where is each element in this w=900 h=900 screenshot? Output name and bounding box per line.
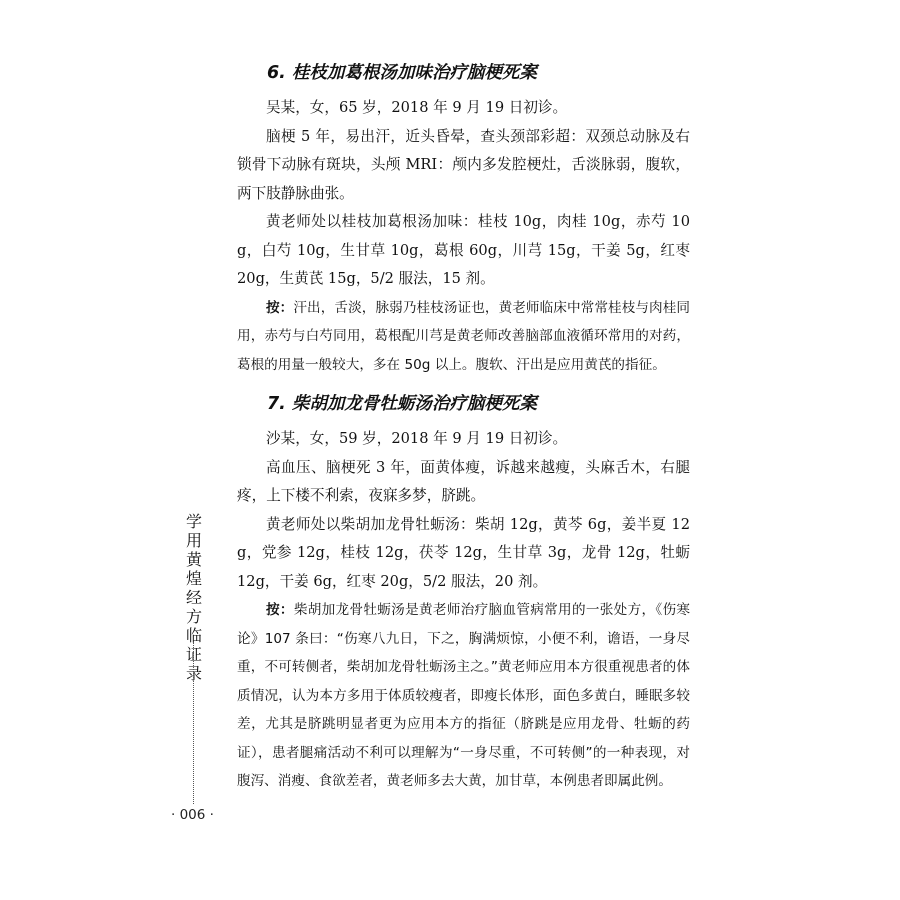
- case-7-intro: 沙某，女，59 岁，2018 年 9 月 19 日初诊。: [266, 430, 568, 447]
- case-6-prescription: 黄老师处以桂枝加葛根汤加味：桂枝 10g，肉桂 10g，赤芍 10g，白芍 10g，生甘草 10g，葛根 60g，川芎 15g，干姜 5g，红枣 20g，生黄芪 15g，5/2 服法，15 剂。: [237, 213, 690, 287]
- sidebar-dotted-rule: [193, 642, 194, 804]
- case-6-title: 6. 桂枝加葛根汤加味治疗脑梗死案: [267, 63, 537, 83]
- case-6-intro: 吴某，女，65 岁，2018 年 9 月 19 日初诊。: [266, 99, 568, 116]
- case-6-note: [237, 294, 690, 380]
- main-text: [237, 60, 690, 796]
- case-7-prescription: 黄老师处以柴胡加龙骨牡蛎汤：柴胡 12g，黄芩 6g，姜半夏 12g，党参 12g，桂枝 12g，茯苓 12g，生甘草 3g，龙骨 12g，牡蛎 12g，干姜 6g，红枣 20g，5/2 服法，20 剂。: [237, 515, 690, 590]
- section-gap: [237, 379, 690, 391]
- case-6: [237, 60, 690, 379]
- case-7: [237, 391, 690, 796]
- book-title-vertical: 学用黄煌经方临证录: [185, 512, 202, 683]
- case-6-note-label: 按：: [266, 299, 294, 316]
- page-number: · 006 ·: [171, 807, 214, 823]
- case-7-note-label: 按：: [266, 602, 294, 618]
- case-7-symptoms: 高血压、脑梗死 3 年，面黄体瘦，诉越来越瘦，头麻舌木，右腿疼，上下楼不利索，夜寐多梦，脐跳。: [237, 458, 690, 504]
- case-6-note-text: 汗出，舌淡，脉弱乃桂枝汤证也，黄老师临床中常常桂枝与肉桂同用，赤芍与白芍同用，葛根配川芎是黄老师改善脑部血液循环常用的对药，葛根的用量一般较大，多在 50g 以上。腹软、汗出是应用黄芪的指征。: [237, 299, 691, 373]
- case-7-note-text: 柴胡加龙骨牡蛎汤是黄老师治疗脑血管病常用的一张处方，《伤寒论》107 条曰：“伤寒八九日，下之，胸满烦惊，小便不利，谵语，一身尽重，不可转侧者，柴胡加龙骨牡蛎汤主之。”黄老师应用本方很重视患者的体质情况，认为本方多用于体质较瘦者，即瘦长体形，面色多黄白，睡眠多较差，尤其是脐跳明显者更为应用本方的指征（脐跳是应用龙骨、牡蛎的药证），患者腿痛活动不利可以理解为“一身尽重，不可转侧”的一种表现，对腹泻、消瘦、食欲差者，黄老师多去大黄，加甘草，本例患者即属此例。: [237, 602, 691, 789]
- case-6-symptoms: 脑梗 5 年，易出汗，近头昏晕，查头颈部彩超：双颈总动脉及右锁骨下动脉有斑块，头颅 MRI：颅内多发腔梗灶，舌淡脉弱，腹软，两下肢静脉曲张。: [237, 127, 690, 202]
- case-7-note: [237, 596, 690, 796]
- case-7-title: 7. 柴胡加龙骨牡蛎汤治疗脑梗死案: [267, 394, 537, 414]
